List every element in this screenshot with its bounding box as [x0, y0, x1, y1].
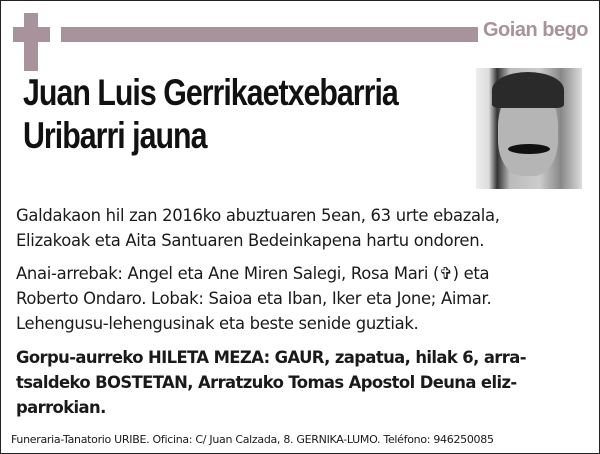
text-line: Galdakaon hil zan 2016ko abuztuaren 5ean, 63 urte ebazala, [16, 206, 500, 225]
text-line: tsaldeko BOSTETAN, Arratzuko Tomas Apostol Deuna eliz- [16, 373, 517, 392]
text-line: Anai-arrebak: Angel eta Ane Miren Salegi, Rosa Mari (✞) eta [16, 264, 490, 283]
cross-icon-arm [13, 27, 50, 42]
name-line-1: Juan Luis Gerrikaetxebarria [23, 72, 398, 113]
text-line: Roberto Ondaro. Lobak: Saioa eta Iban, Iker eta Jone; Aimar. [16, 289, 492, 308]
deceased-name [23, 71, 398, 157]
family-paragraph [16, 261, 491, 336]
death-paragraph [16, 203, 500, 253]
header-label: Goian bego [483, 19, 588, 41]
photo-hair [492, 72, 564, 108]
funeral-paragraph [16, 345, 526, 420]
text-line: Lehengusu-lehengusinak eta beste senide guztiak. [16, 314, 419, 333]
text-line: Gorpu-aurreko HILETA MEZA: GAUR, zapatua, hilak 6, arra- [16, 348, 526, 367]
text-line: Elizakoak eta Aita Santuaren Bedeinkapena hartu ondoren. [16, 231, 485, 250]
header-rule [61, 27, 478, 42]
funeral-home-footer: Funeraria-Tanatorio URIBE. Oficina: C/ Juan Calzada, 8. GERNIKA-LUMO. Teléfono: 946250085 [11, 433, 494, 446]
portrait-photo [476, 68, 582, 189]
cross-icon [24, 13, 38, 71]
name-line-2: Uribarri jauna [23, 115, 207, 156]
text-line: parrokian. [16, 398, 106, 417]
photo-mustache [508, 144, 550, 154]
